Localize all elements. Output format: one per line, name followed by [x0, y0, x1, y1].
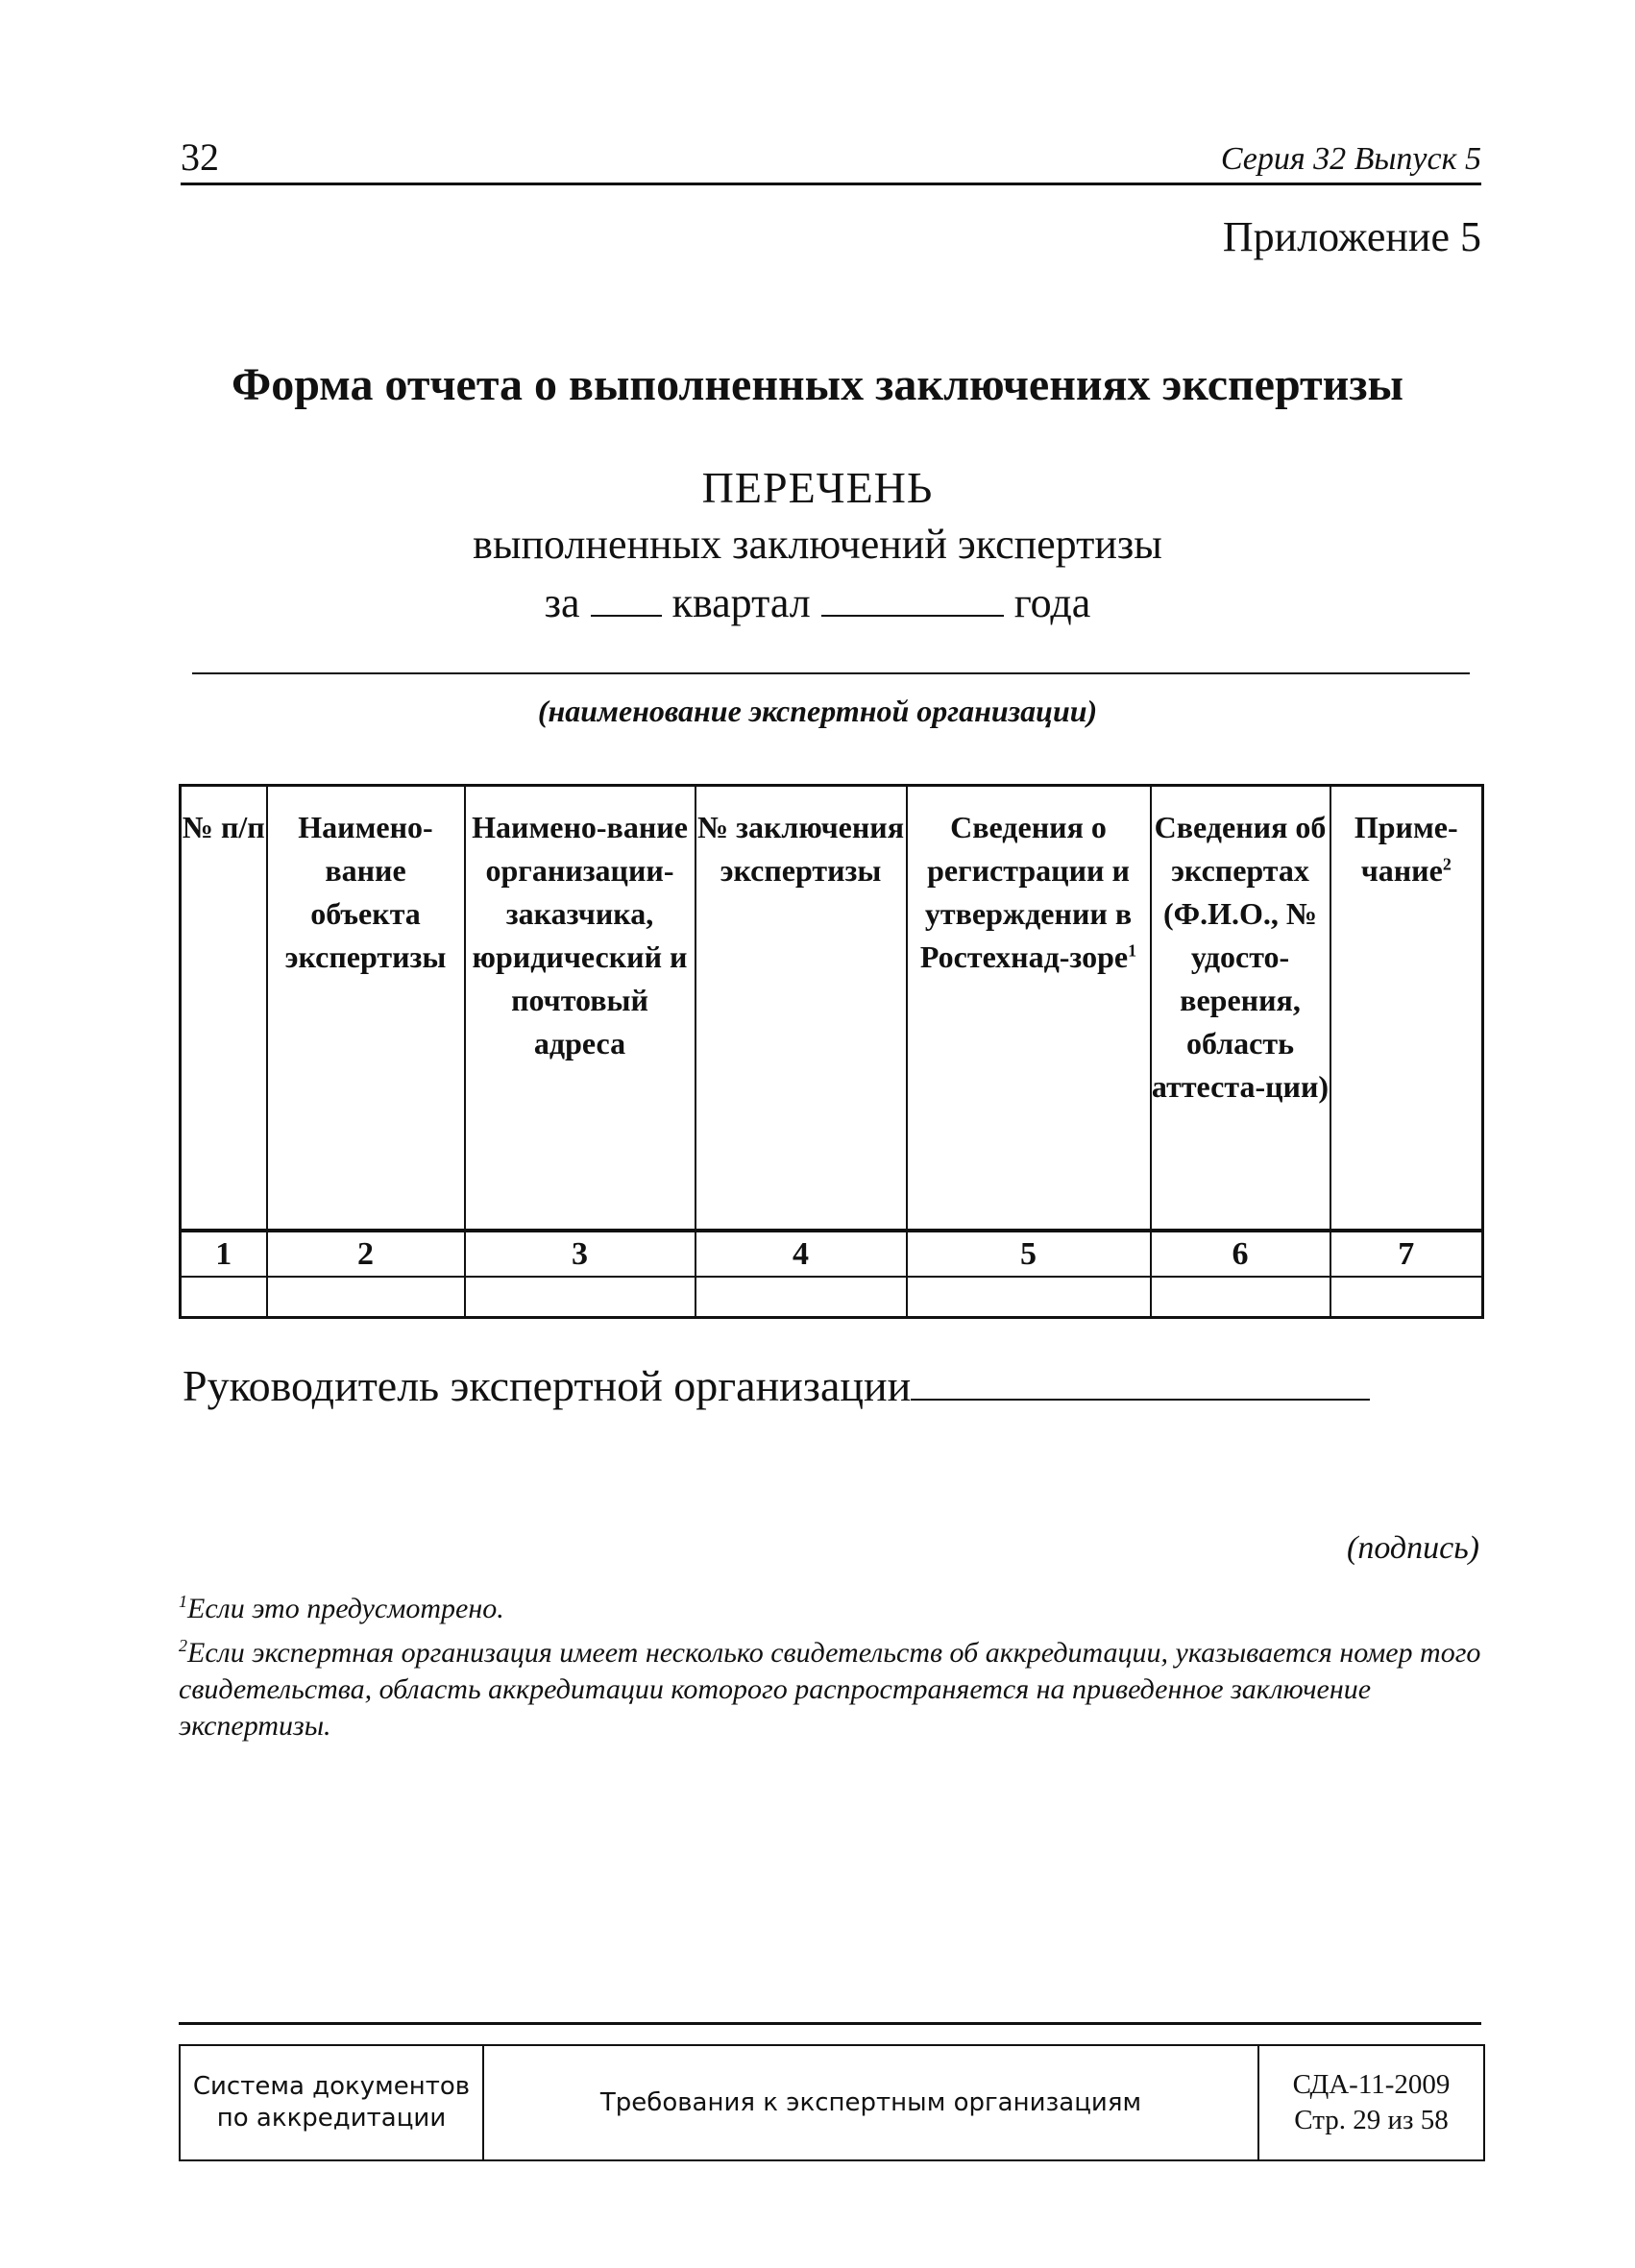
column-number: 3 — [465, 1231, 695, 1277]
period-prefix: за — [544, 579, 580, 626]
column-number-row — [181, 1231, 1483, 1277]
year-blank[interactable] — [821, 573, 1004, 617]
footer-doc-code: СДА-11-2009 — [1292, 2069, 1451, 2100]
list-heading: ПЕРЕЧЕНЬ — [701, 463, 934, 512]
table-cell[interactable] — [1330, 1277, 1483, 1318]
org-name-line[interactable] — [192, 672, 1470, 674]
table-cell[interactable] — [181, 1277, 267, 1318]
head-signature-label: Руководитель экспертной организации — [183, 1361, 912, 1410]
period-middle: квартал — [671, 579, 811, 626]
col-header-note — [1330, 786, 1483, 1232]
list-subtitle: выполненных заключений экспертизы — [473, 521, 1162, 568]
table-cell[interactable] — [907, 1277, 1151, 1318]
footnote-mark-1: 1 — [1128, 940, 1137, 961]
signature-caption: (подпись) — [1347, 1530, 1479, 1566]
footer-system — [181, 2046, 484, 2159]
column-number: 2 — [267, 1231, 465, 1277]
col-header-experts: Сведения об экспертах (Ф.И.О., № удосто-верения, область аттеста-ции) — [1151, 786, 1330, 1232]
page-footer — [179, 2044, 1485, 2161]
page-number: 32 — [181, 135, 219, 179]
table-header-row — [181, 786, 1483, 1232]
footer-system-text: Система документов по аккредитации — [192, 2072, 471, 2133]
col-header-conclusion-number: № заключения экспертизы — [695, 786, 907, 1232]
quarter-blank[interactable] — [591, 573, 662, 617]
table-cell[interactable] — [695, 1277, 907, 1318]
footer-subject-text: Требования к экспертным организациям — [599, 2087, 1142, 2117]
footer-reference — [1259, 2046, 1483, 2159]
footnote-1-text: Если это предусмотрено. — [187, 1593, 504, 1624]
footer-rule — [179, 2022, 1481, 2025]
footnote-2 — [179, 1635, 1485, 1744]
form-title: Форма отчета о выполненных заключениях экспертизы — [231, 359, 1404, 410]
footnote-1 — [179, 1591, 1485, 1627]
list-period — [0, 573, 1635, 629]
footnote-2-text: Если экспертная организация имеет несколько свидетельств об аккредитации, указывается номер того свидетельства, область аккредитации которого распространяется на приведенное заключение экспертизы. — [179, 1637, 1481, 1742]
series-label: Серия 32 Выпуск 5 — [1220, 141, 1481, 177]
col-header-note-text: Приме-чание — [1354, 810, 1458, 888]
footer-subject — [484, 2046, 1259, 2159]
appendix-label: Приложение 5 — [1222, 213, 1481, 260]
footer-page-count: Стр. 29 из 58 — [1294, 2105, 1449, 2135]
empty-data-row — [181, 1277, 1483, 1318]
footnote-2-mark: 2 — [179, 1636, 187, 1655]
signature-blank[interactable] — [911, 1354, 1370, 1401]
report-table — [179, 784, 1484, 1319]
col-header-object: Наимено-вание объекта экспертизы — [267, 786, 465, 1232]
col-header-registration-text: Сведения о регистрации и утверждении в Ростехнад-зоре — [919, 810, 1133, 974]
column-number: 5 — [907, 1231, 1151, 1277]
column-number: 4 — [695, 1231, 907, 1277]
footnote-mark-2: 2 — [1442, 854, 1452, 874]
column-number: 6 — [1151, 1231, 1330, 1277]
column-number: 7 — [1330, 1231, 1483, 1277]
col-header-number: № п/п — [181, 786, 267, 1232]
org-name-caption: (наименование экспертной организации) — [537, 694, 1098, 728]
col-header-customer: Наимено-вание организации-заказчика, юридический и почтовый адреса — [465, 786, 695, 1232]
table-cell[interactable] — [465, 1277, 695, 1318]
period-suffix: года — [1013, 579, 1091, 626]
column-number: 1 — [181, 1231, 267, 1277]
table-cell[interactable] — [1151, 1277, 1330, 1318]
col-header-registration — [907, 786, 1151, 1232]
head-signature-line — [183, 1354, 1370, 1413]
table-cell[interactable] — [267, 1277, 465, 1318]
footnote-1-mark: 1 — [179, 1592, 187, 1611]
header-rule — [181, 183, 1481, 185]
